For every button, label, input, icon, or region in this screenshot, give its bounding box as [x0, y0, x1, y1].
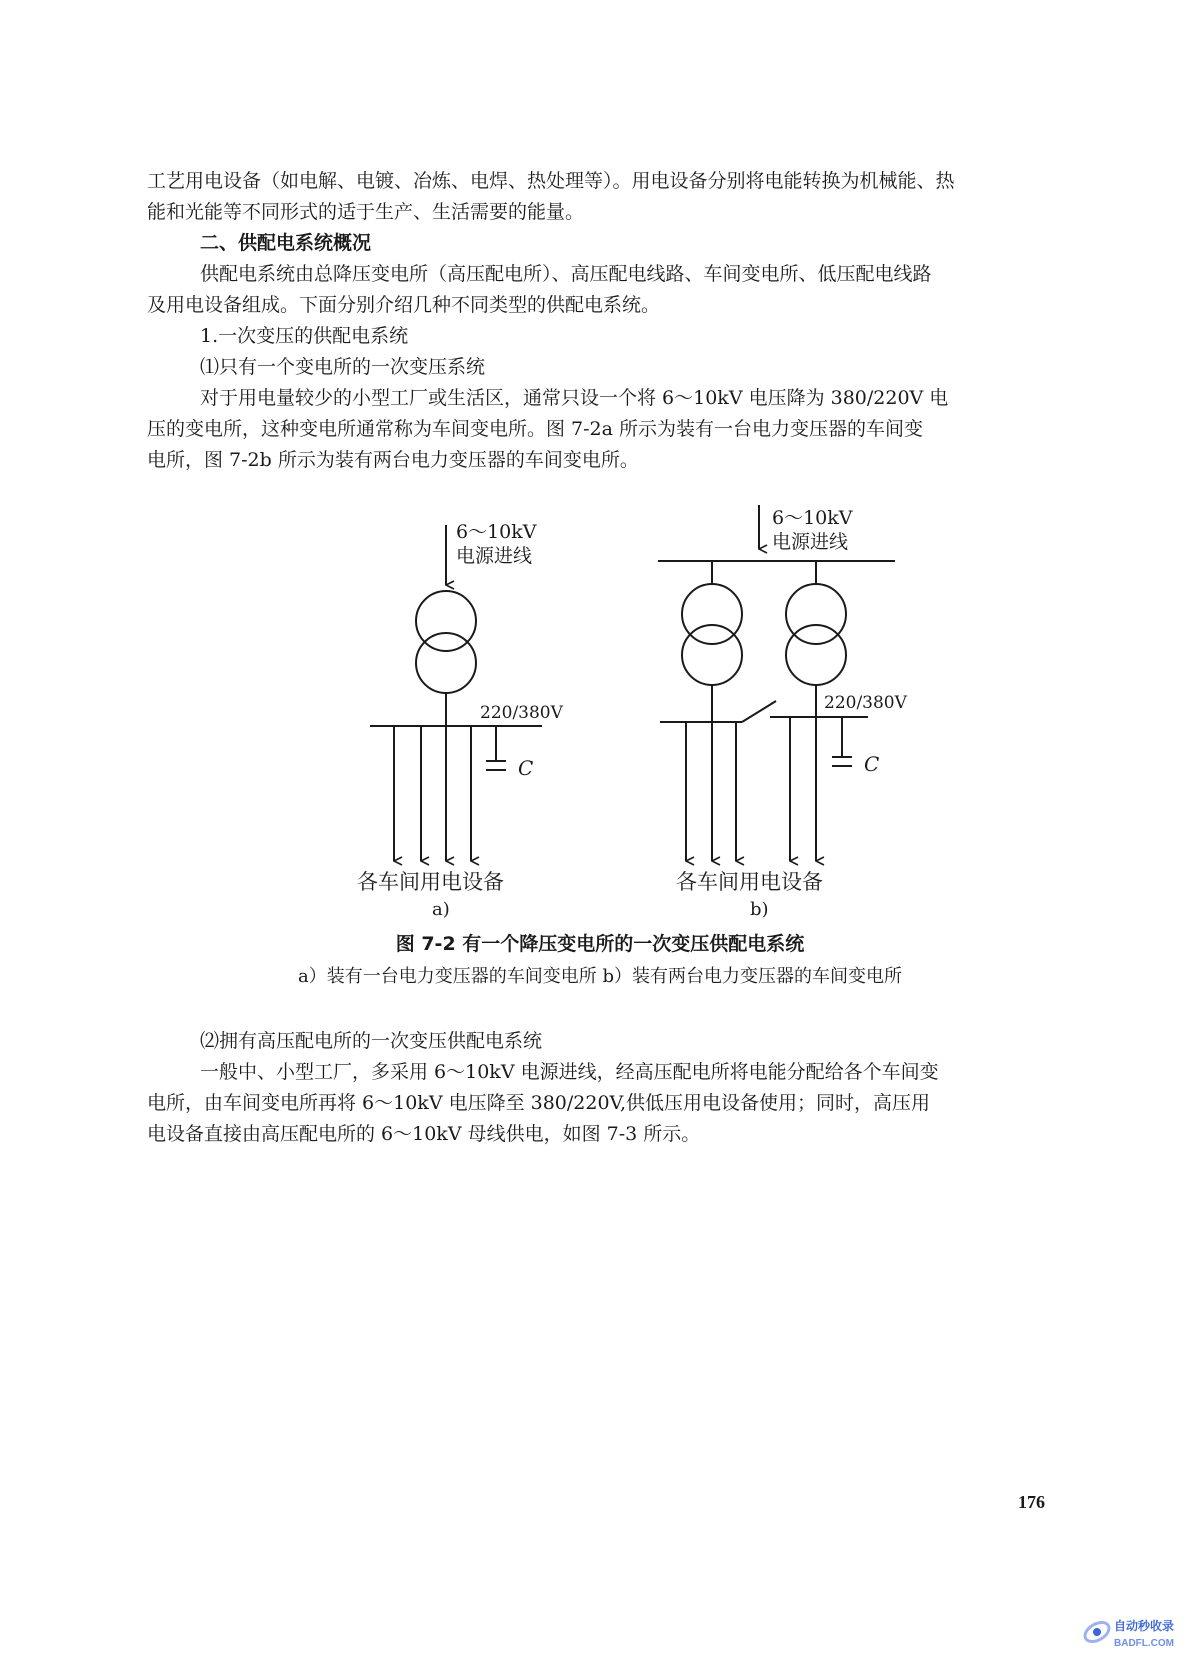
paragraph: [147, 259, 1057, 321]
logo-dot-icon: [1093, 1628, 1101, 1636]
transformer-2-winding-secondary: [786, 625, 846, 685]
transformer-winding-secondary: [416, 633, 476, 693]
transformer-1-winding-secondary: [682, 625, 742, 685]
text-line: 工艺用电设备（如电解、电镀、冶炼、电焊、热处理等）。用电设备分别将电能转换为机械能、热: [147, 170, 955, 192]
loads-label-b: 各车间用电设备: [676, 870, 823, 894]
paragraph: [147, 166, 1057, 228]
watermark-logo: [1082, 1610, 1194, 1654]
figure-title: 图 7-2 有一个降压变电所的一次变压供配电系统: [395, 933, 805, 955]
top-text: [147, 166, 1057, 476]
bus-voltage-label-b: 220/380V: [824, 693, 907, 713]
diagram-a: [370, 525, 542, 861]
text-line: 电设备直接由高压配电所的 6～10kV 母线供电，如图 7-3 所示。: [147, 1123, 701, 1145]
loads-label-a: 各车间用电设备: [357, 870, 504, 894]
source-voltage-label-a: 6～10kV: [456, 521, 537, 543]
bus-voltage-label-a: 220/380V: [480, 703, 563, 723]
page-number: 176: [1018, 1492, 1045, 1512]
text-line: 供配电系统由总降压变电所（高压配电所）、高压配电线路、车间变电所、低压配电线路: [200, 263, 932, 285]
watermark-title: 自动秒收录: [1114, 1619, 1175, 1633]
subheading: ⑴只有一个变电所的一次变压系统: [200, 356, 486, 378]
capacitor-label-b: C: [864, 752, 880, 776]
section-heading: 二、供配电系统概况: [200, 232, 372, 254]
subheading: ⑵拥有高压配电所的一次变压供配电系统: [200, 1030, 543, 1052]
figure-7-2-diagram: [0, 505, 1200, 925]
watermark-domain: BADFL.COM: [1114, 1638, 1174, 1649]
bus-tie-switch: [742, 701, 776, 722]
text-line: 及用电设备组成。下面分别介绍几种不同类型的供配电系统。: [147, 294, 661, 316]
capacitor-label-a: C: [518, 756, 534, 780]
paragraph: [147, 1057, 1057, 1150]
paragraph: [147, 383, 1057, 476]
source-label-a: 电源进线: [456, 545, 533, 567]
text-line: 一般中、小型工厂，多采用 6～10kV 电源进线，经高压配电所将电能分配给各个车间变: [200, 1061, 939, 1083]
diagram-label-b: b): [750, 899, 769, 920]
diagram-b: [658, 505, 895, 861]
text-line: 电所，图 7-2b 所示为装有两台电力变压器的车间变电所。: [147, 449, 639, 471]
text-line: 压的变电所，这种变电所通常称为车间变电所。图 7-2a 所示为装有一台电力变压器的车间变: [147, 418, 924, 440]
source-label-b: 电源进线: [772, 531, 849, 553]
text-line: 电所，由车间变电所再将 6～10kV 电压降至 380/220V,供低压用电设备使用；同时，高压用: [147, 1092, 930, 1114]
text-line: 能和光能等不同形式的适于生产、生活需要的能量。: [147, 201, 585, 223]
figure-subcaption: a）装有一台电力变压器的车间变电所 b）装有两台电力变压器的车间变电所: [298, 966, 902, 987]
text-line: 对于用电量较少的小型工厂或生活区，通常只设一个将 6～10kV 电压降为 380/220V 电: [200, 387, 949, 409]
bottom-text: [147, 1026, 1057, 1150]
source-voltage-label-b: 6～10kV: [772, 507, 853, 529]
subheading: 1.一次变压的供配电系统: [200, 325, 409, 347]
diagram-label-a: a): [432, 899, 450, 920]
